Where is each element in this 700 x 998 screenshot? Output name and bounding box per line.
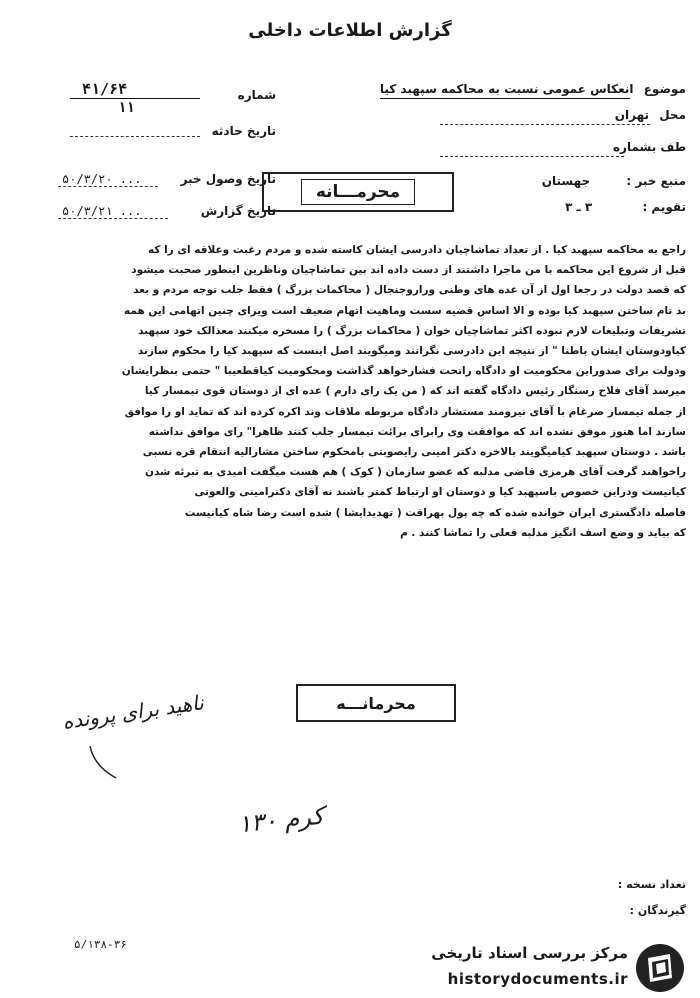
watermark-org-name: مرکز بررسی اسناد تاریخی [431, 944, 628, 962]
eval-label: تقویم : [642, 200, 686, 214]
news-date-line [58, 186, 158, 187]
reaction-field [607, 140, 686, 154]
location-value: تهران [614, 108, 650, 122]
report-date-value: ۵۰/۳/۲۱ ... [62, 204, 142, 218]
watermark-url: historydocuments.ir [447, 970, 628, 988]
body-line: فاصله دادگستری ایران خوانده شده که چه پول بهراقت ( تهدیدایشا ) شده است رضا شاه کیانیست [184, 506, 686, 519]
subject-underline [380, 98, 630, 99]
body-line: از جمله تیمسار ضرغام با آقای نیرومند مستشار دادگاه مربوطه ملاقات وند اکره کرده اند که تماید او را موافق [124, 405, 686, 418]
body-line: باشد . دوستان سپهبد کیامیگویند بالاخره دکتر امینی رایصوبتی بامحکوم ساختن مشارالیه انتقام قره نسبی [142, 446, 686, 459]
confidential-stamp-text: محرمـــانه [301, 179, 415, 205]
body-line: بد تام ساختن سپهبد کیا بوده و الا اساس قضیه سست وماهیت اتهام ضعیف است ویرای چنین اتهامی این همه [124, 304, 686, 317]
subject-label: موضوع [643, 82, 686, 96]
body-line: میرسد آقای فلاح رسنگار رئیس دادگاه گفته اند که ( من یک رای دارم ) عده ای از دوستان قوی تیمسار کیا [144, 385, 686, 398]
subject-field [380, 82, 686, 96]
handwritten-mark: کرم ۱۳۰ [236, 801, 326, 839]
handwritten-note: ناهید برای پرونده [61, 690, 206, 734]
body-line: راجع به محاکمه سپهبد کیا . از تعداد تماشاچیان دادرسی ایشان کاسته شده و مردم رغبت وعلاقه ای را که [147, 244, 686, 256]
body-line: که قصد دولت در رجعا اول از آن عده های وطنی وراروجنجال ( محاکمات بزرگ ) فقط جلب توجه مردم و بعد [133, 284, 686, 297]
body-line: سازند اما هنوز موفق نشده اند که موافقت وی رابرای برائت تیمسار جلب کنند ظاهرا" رای موافق نداشته [148, 425, 686, 438]
subject-value: انعکاس عمومی نسبت به محاکمه سپهبد کیا [379, 82, 634, 96]
body-line: تشریفات وتبلیغات لازم نبوده اکثر تماشاچیان خوان ( محاکمات بزرگ ) را مسخره میکنند معذالک خود سپهبد [138, 324, 686, 337]
body-line: که بیاید و وضع اسف انگیز مدلبه فعلی را تماشا کنند . م [400, 526, 686, 539]
body-line: راخواهند گرفت آقای هرمزی قاضی مدلبه که عضو سازمان ( کوک ) هم هست میگفت امیدی به تبرئه شدن [144, 466, 686, 479]
number-label: شماره [237, 88, 276, 102]
confidential-stamp-bottom-text: محرمانـــه [336, 693, 416, 713]
pen-stroke [86, 742, 126, 782]
report-body [16, 240, 686, 543]
location-line [440, 124, 650, 125]
source-field [542, 174, 686, 188]
location-field [615, 108, 686, 122]
eval-field [565, 200, 686, 214]
archive-logo-icon [634, 942, 686, 994]
event-date-label: تاریخ حادثه [211, 124, 276, 138]
body-line: کیانیست ودراین خصوص باسپهبد کیا و دوستان او ارتباط کمتر باشند نه آقای دکترامینی والعوتی [194, 486, 686, 499]
report-date-line [58, 218, 168, 219]
body-line: قبل از شروع این محاکمه با من ماجرا داشتند از دست داده اند بین تماشاچیان وناظرین اینطور صحبت میشود [131, 264, 686, 277]
confidential-stamp [262, 172, 454, 212]
report-title: گزارش اطلاعات داخلی [248, 20, 452, 41]
source-label: منبع خبر : [626, 174, 686, 188]
copies-label: تعداد نسخه : [617, 878, 686, 891]
news-date-value: ۵۰/۳/۲۰ ... [62, 172, 142, 186]
confidential-stamp-bottom [296, 684, 456, 722]
location-label: محل [659, 108, 686, 122]
news-date-label: تاریخ وصول خبر [180, 172, 276, 186]
watermark [392, 940, 692, 996]
number-value-top: ۴۱/۶۴ [82, 80, 128, 98]
body-line: کیاودوستان ایشان باطنا " از نتیجه این دادرسی نگرانند ومیگویند اصل اینست که سپهبد کیا را محکوم سازند [137, 345, 686, 358]
event-date-line [70, 136, 200, 137]
eval-value: ۳ ـ ۳ [565, 200, 593, 214]
reaction-label: طف بشماره [612, 140, 686, 154]
body-line: ودولت برای صدوراین محکومیت او دادگاه راتحت فشارخواهد گذاشت ومحکومیت کیاقطعیبا " حتمی بنظرایشان [121, 365, 686, 378]
recipients-label: گیرندگان : [629, 904, 686, 917]
number-underline [70, 98, 200, 99]
source-value: جهستان [541, 174, 591, 188]
reaction-line [440, 156, 624, 157]
reference-number: ۵/۱۳۸-۳۶ [74, 938, 127, 951]
number-value-bottom: ۱۱ [118, 100, 135, 116]
report-date-label: تاریخ گزارش [200, 204, 276, 218]
